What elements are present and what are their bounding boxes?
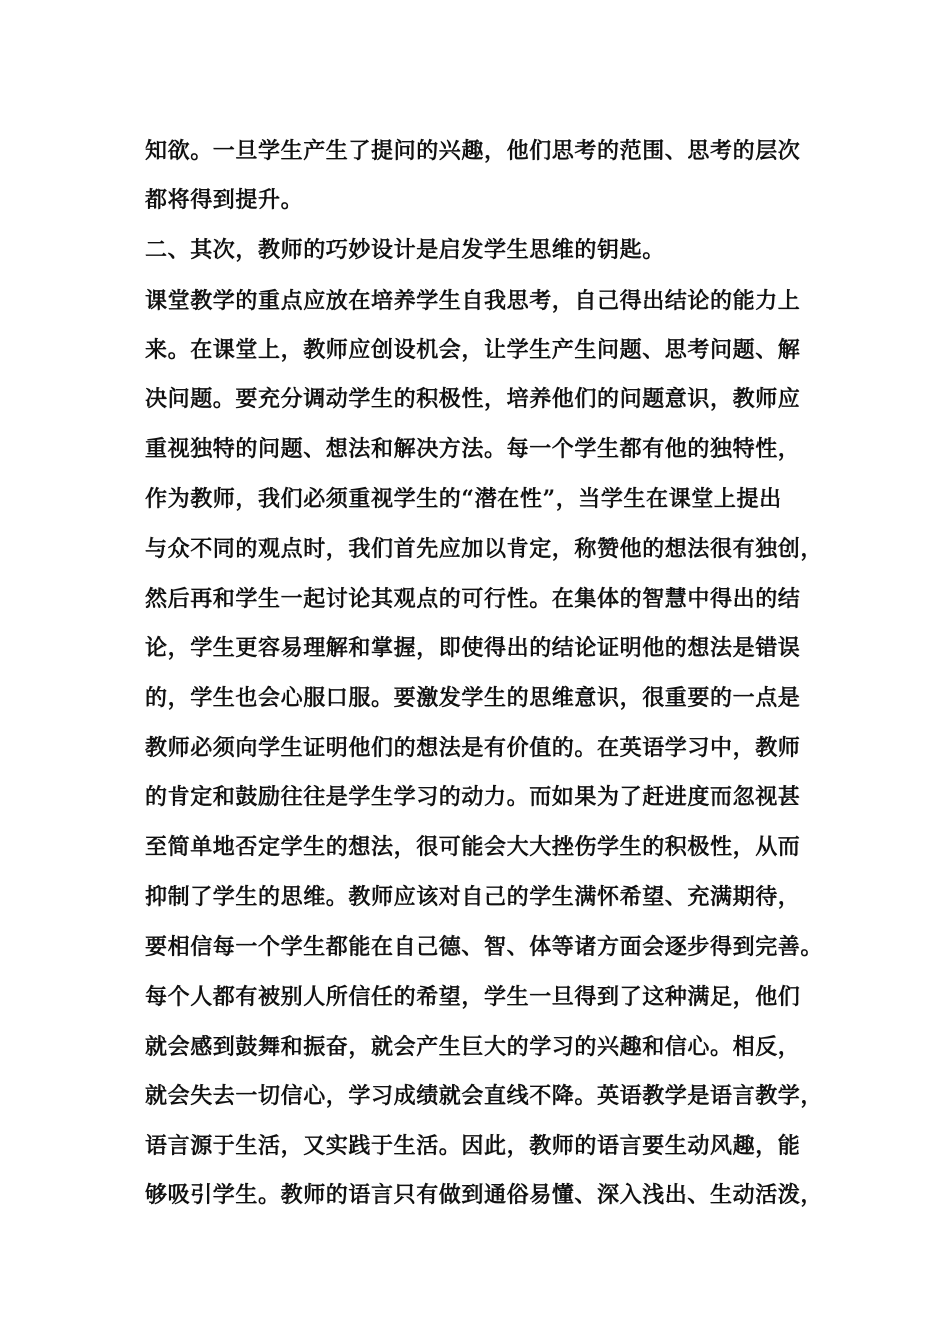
text-line: 教师必须向学生证明他们的想法是有价值的。在英语学习中，教师: [145, 735, 801, 761]
text-line: 论，学生更容易理解和掌握，即使得出的结论证明他的想法是错误: [145, 635, 801, 661]
section-heading: 二、其次，教师的巧妙设计是启发学生思维的钥匙。: [145, 237, 665, 263]
text-line: 够吸引学生。教师的语言只有做到通俗易懂、深入浅出、生动活泼，: [145, 1182, 824, 1208]
text-line: 至简单地否定学生的想法，很可能会大大挫伤学生的积极性，从而: [145, 834, 801, 860]
text-line: 然后再和学生一起讨论其观点的可行性。在集体的智慧中得出的结: [145, 586, 801, 612]
text-line: 抑制了学生的思维。教师应该对自己的学生满怀希望、充满期待，: [145, 884, 801, 910]
text-line: 要相信每一个学生都能在自己德、智、体等诸方面会逐步得到完善。: [145, 934, 824, 960]
text-line: 作为教师，我们必须重视学生的“潜在性”，当学生在课堂上提出: [145, 486, 782, 512]
text-line: 知欲。一旦学生产生了提问的兴趣，他们思考的范围、思考的层次: [145, 138, 801, 164]
text-line: 的，学生也会心服口服。要激发学生的思维意识，很重要的一点是: [145, 685, 801, 711]
text-line: 课堂教学的重点应放在培养学生自我思考，自己得出结论的能力上: [145, 288, 801, 314]
text-line: 都将得到提升。: [145, 187, 304, 213]
text-line: 的肯定和鼓励往往是学生学习的动力。而如果为了赶进度而忽视甚: [145, 784, 801, 810]
text-line: 与众不同的观点时，我们首先应加以肯定，称赞他的想法很有独创，: [145, 536, 824, 562]
text-line: 就会失去一切信心，学习成绩就会直线不降。英语教学是语言教学，: [145, 1083, 824, 1109]
text-line: 来。在课堂上，教师应创设机会，让学生产生问题、思考问题、解: [145, 337, 801, 363]
text-line: 重视独特的问题、想法和解决方法。每一个学生都有他的独特性，: [145, 436, 801, 462]
text-line: 语言源于生活，又实践于生活。因此，教师的语言要生动风趣，能: [145, 1133, 801, 1159]
text-line: 每个人都有被别人所信任的希望，学生一旦得到了这种满足，他们: [145, 984, 801, 1010]
text-line: 决问题。要充分调动学生的积极性，培养他们的问题意识，教师应: [145, 386, 801, 412]
text-line: 就会感到鼓舞和振奋，就会产生巨大的学习的兴趣和信心。相反，: [145, 1034, 801, 1060]
